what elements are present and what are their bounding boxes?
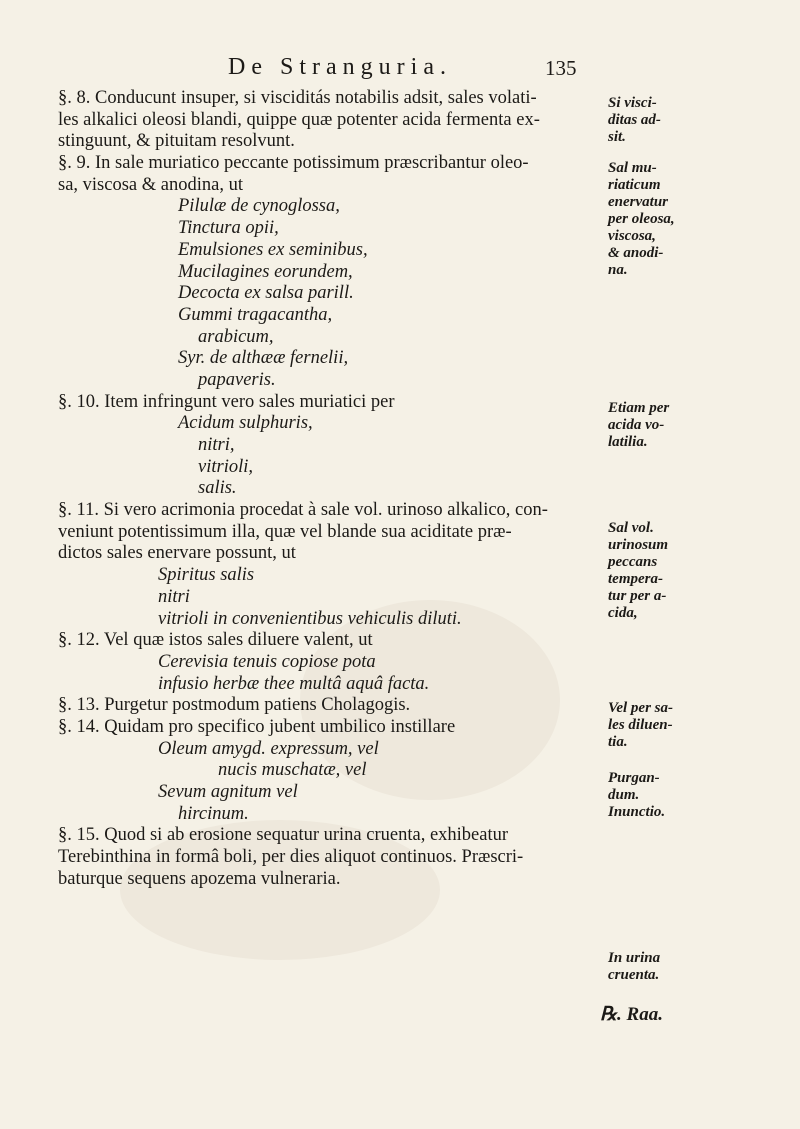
recipe-line: hircinum. xyxy=(178,803,249,824)
recipe-line: salis. xyxy=(198,478,237,499)
text-line: §. 9. In sale muriatico peccante potissimum præscribantur oleo- xyxy=(58,153,529,174)
text-line: baturque sequens apozema vulneraria. xyxy=(58,868,341,889)
recipe-line: papaveris. xyxy=(198,369,276,390)
recipe-line: Mucilagines eorundem, xyxy=(178,261,353,282)
recipe-line: Sevum agnitum vel xyxy=(158,782,298,802)
recipe-line: Spiritus salis xyxy=(158,565,255,586)
text-line: §. 11. Si vero acrimonia procedat à sale vol. urinoso alkalico, con- xyxy=(58,500,548,521)
margin-note: Etiam per acida vo- latilia. xyxy=(608,400,670,450)
margin-note: Sal vol. urinosum peccans tempera- tur per a- cida, xyxy=(608,520,669,621)
recipe-line: Syr. de althææ fernelii, xyxy=(178,348,349,369)
recipe-line: nitri, xyxy=(198,435,235,455)
recipe-line: Decocta ex salsa parill. xyxy=(178,283,354,304)
recipe-line: nitri xyxy=(158,586,190,607)
text-line: §. 10. Item infringunt vero sales muriatici per xyxy=(58,391,395,412)
recipe-line: arabicum, xyxy=(198,326,274,347)
text-line: sa, viscosa & anodina, ut xyxy=(58,174,243,195)
text-line: §. 15. Quod si ab erosione sequatur urina cruenta, exhibeatur xyxy=(58,825,509,846)
margin-note: In urina cruenta. xyxy=(608,950,661,983)
text-line: stinguunt, & pituitam resolvunt. xyxy=(58,131,295,152)
main-text xyxy=(58,88,598,890)
recipe-line: Acidum sulphuris, xyxy=(178,413,313,434)
recipe-line: vitrioli in convenientibus vehiculis diluti. xyxy=(158,608,462,629)
recipe-line: Tinctura opii, xyxy=(178,218,279,239)
recipe-line: vitrioli, xyxy=(198,456,253,477)
recipe-line: Pilulæ de cynoglossa, xyxy=(178,196,340,217)
text-line: §. 13. Purgetur postmodum patiens Cholagogis. xyxy=(58,695,411,716)
margin-note: Vel per sa- les diluen- tia. xyxy=(608,700,673,750)
recipe-line: Gummi tragacantha, xyxy=(178,304,333,325)
catchword: ℞. Raa. xyxy=(600,1004,663,1025)
margin-note: Si visci- ditas ad- sit. xyxy=(608,95,661,145)
text-line: §. 8. Conducunt insuper, si visciditás notabilis adsit, sales volati- xyxy=(58,88,537,108)
recipe-line: Emulsiones ex seminibus, xyxy=(178,239,368,260)
text-line: veniunt potentissimum illa, quæ vel blande sua aciditate præ- xyxy=(58,521,512,542)
margin-note: Sal mu- riaticum enervatur per oleosa, viscosa, & anodi- na. xyxy=(608,160,675,278)
recipe-line: nucis muschatæ, vel xyxy=(218,760,367,781)
margin-note: Purgan- dum. Inunctio. xyxy=(608,770,666,820)
recipe-line: infusio herbæ thee multâ aquâ facta. xyxy=(158,673,430,694)
text-line: les alkalici oleosi blandi, quippe quæ potenter acida fermenta ex- xyxy=(58,109,540,130)
recipe-line: Cerevisia tenuis copiose pota xyxy=(158,651,376,672)
running-title: De Stranguria. xyxy=(228,54,452,80)
recipe-line: Oleum amygd. expressum, vel xyxy=(158,738,379,759)
text-line: §. 12. Vel quæ istos sales diluere valent, ut xyxy=(58,630,373,651)
text-line: Terebinthina in formâ boli, per dies aliquot continuos. Præscri- xyxy=(58,847,524,868)
page-number: 135 xyxy=(545,56,577,80)
running-head xyxy=(0,54,800,84)
text-line: dictos sales enervare possunt, ut xyxy=(58,543,296,564)
text-line: §. 14. Quidam pro specifico jubent umbilico instillare xyxy=(58,716,456,737)
